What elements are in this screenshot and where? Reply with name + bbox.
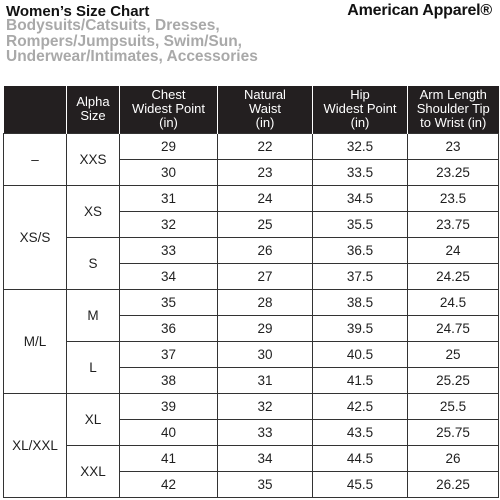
- page-title: Women’s Size Chart: [6, 3, 150, 20]
- hip-cell: 37.5: [313, 263, 408, 289]
- hip-cell: 42.5: [313, 393, 408, 419]
- chest-cell: 32: [120, 211, 218, 237]
- table-header: [4, 86, 499, 133]
- waist-cell: 28: [218, 289, 313, 315]
- hip-cell: 43.5: [313, 419, 408, 445]
- chest-cell: 41: [120, 445, 218, 471]
- chest-cell: 38: [120, 367, 218, 393]
- alpha-size-cell: XS: [67, 185, 120, 237]
- alpha-size-cell: XXS: [67, 133, 120, 185]
- chest-cell: 40: [120, 419, 218, 445]
- table-row: [4, 237, 499, 263]
- table-row: [4, 445, 499, 471]
- chest-cell: 42: [120, 471, 218, 497]
- hip-cell: 44.5: [313, 445, 408, 471]
- brand-logo: American Apparel®: [347, 2, 492, 19]
- alpha-size-cell: S: [67, 237, 120, 289]
- size-group-cell: –: [4, 133, 67, 185]
- waist-cell: 33: [218, 419, 313, 445]
- chest-cell: 29: [120, 133, 218, 159]
- chest-cell: 35: [120, 289, 218, 315]
- waist-cell: 24: [218, 185, 313, 211]
- table-row: [4, 341, 499, 367]
- alpha-size-cell: XL: [67, 393, 120, 445]
- hip-cell: 39.5: [313, 315, 408, 341]
- table-row: [4, 133, 499, 159]
- arm-length-cell: 24: [408, 237, 499, 263]
- arm-length-cell: 24.75: [408, 315, 499, 341]
- alpha-size-cell: XXL: [67, 445, 120, 497]
- arm-length-cell: 23.75: [408, 211, 499, 237]
- chest-cell: 31: [120, 185, 218, 211]
- column-header-hip: Hip Widest Point (in): [313, 86, 408, 133]
- table-row: [4, 185, 499, 211]
- column-header-waist: Natural Waist (in): [218, 86, 313, 133]
- arm-length-cell: 25: [408, 341, 499, 367]
- waist-cell: 23: [218, 159, 313, 185]
- table-row: [4, 393, 499, 419]
- size-group-cell: M/L: [4, 289, 67, 393]
- arm-length-cell: 23: [408, 133, 499, 159]
- arm-length-cell: 26: [408, 445, 499, 471]
- arm-length-cell: 25.75: [408, 419, 499, 445]
- hip-cell: 32.5: [313, 133, 408, 159]
- category-line: Bodysuits/Catsuits, Dresses,: [6, 17, 220, 34]
- hip-cell: 34.5: [313, 185, 408, 211]
- waist-cell: 35: [218, 471, 313, 497]
- waist-cell: 31: [218, 367, 313, 393]
- arm-length-cell: 25.25: [408, 367, 499, 393]
- waist-cell: 30: [218, 341, 313, 367]
- waist-cell: 22: [218, 133, 313, 159]
- category-line: Underwear/Intimates, Accessories: [6, 48, 258, 66]
- hip-cell: 35.5: [313, 211, 408, 237]
- column-header-alpha-size: Alpha Size: [67, 86, 120, 133]
- waist-cell: 25: [218, 211, 313, 237]
- waist-cell: 26: [218, 237, 313, 263]
- hip-cell: 38.5: [313, 289, 408, 315]
- chest-cell: 36: [120, 315, 218, 341]
- hip-cell: 41.5: [313, 367, 408, 393]
- chest-cell: 34: [120, 263, 218, 289]
- table-body: [4, 133, 499, 497]
- chest-cell: 37: [120, 341, 218, 367]
- arm-length-cell: 23.25: [408, 159, 499, 185]
- chest-cell: 39: [120, 393, 218, 419]
- arm-length-cell: 23.5: [408, 185, 499, 211]
- category-line: Rompers/Jumpsuits, Swim/Sun,: [6, 32, 242, 50]
- waist-cell: 32: [218, 393, 313, 419]
- column-header-chest: Chest Widest Point (in): [120, 86, 218, 133]
- waist-cell: 27: [218, 263, 313, 289]
- size-group-cell: XL/XXL: [4, 393, 67, 497]
- chest-cell: 33: [120, 237, 218, 263]
- arm-length-cell: 24.5: [408, 289, 499, 315]
- hip-cell: 33.5: [313, 159, 408, 185]
- category-list: [6, 18, 306, 65]
- table-row: [4, 289, 499, 315]
- column-header-group: [4, 86, 67, 133]
- arm-length-cell: 26.25: [408, 471, 499, 497]
- alpha-size-cell: M: [67, 289, 120, 341]
- size-group-cell: XS/S: [4, 185, 67, 289]
- hip-cell: 45.5: [313, 471, 408, 497]
- alpha-size-cell: L: [67, 341, 120, 393]
- arm-length-cell: 24.25: [408, 263, 499, 289]
- hip-cell: 36.5: [313, 237, 408, 263]
- chest-cell: 30: [120, 159, 218, 185]
- size-chart-table: [3, 86, 499, 498]
- arm-length-cell: 25.5: [408, 393, 499, 419]
- column-header-arm-length: Arm Length Shoulder Tip to Wrist (in): [408, 86, 499, 133]
- waist-cell: 34: [218, 445, 313, 471]
- hip-cell: 40.5: [313, 341, 408, 367]
- waist-cell: 29: [218, 315, 313, 341]
